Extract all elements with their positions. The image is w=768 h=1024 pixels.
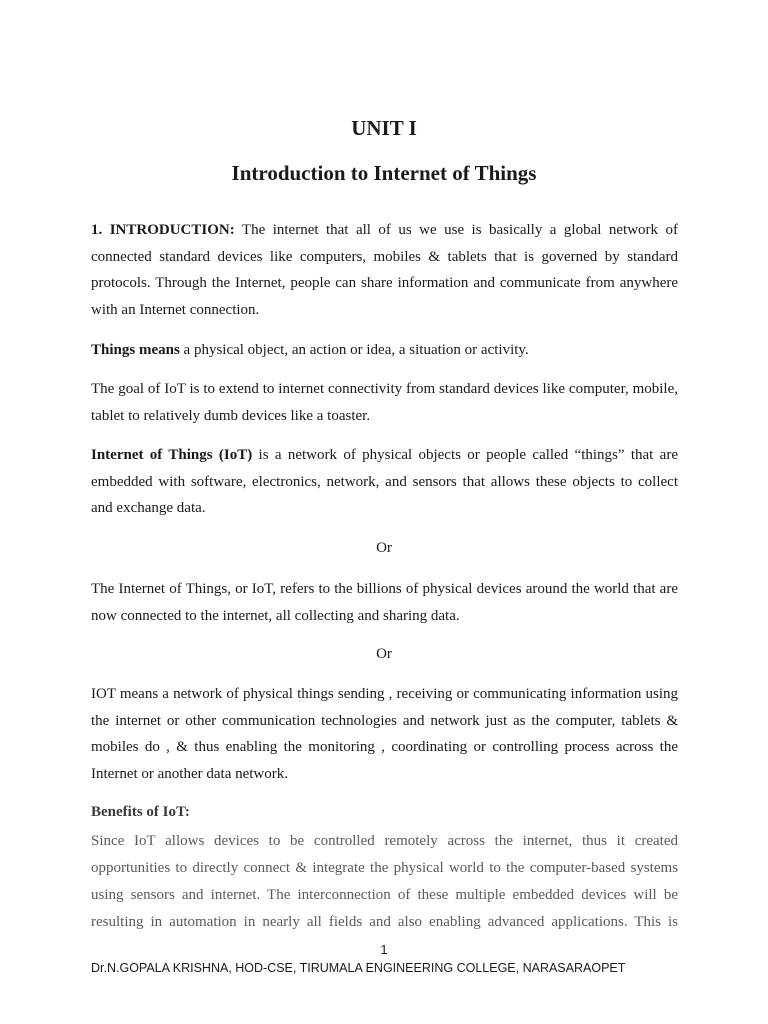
iot-definition-text: is a network of physical objects or people called “things” that are embedded with software, electronics, network, and sensors that allows these objects to collect and exchange data. [91,447,678,517]
iot-definition-label: Internet of Things (IoT) [91,447,253,463]
things-text: a physical object, an action or idea, a situation or activity. [179,342,529,358]
chapter-title: Introduction to Internet of Things [231,161,537,185]
benefits-heading: Benefits of IoT: [91,804,190,820]
or-separator-1: Or [376,540,392,556]
unit-title: UNIT I [351,116,417,140]
things-paragraph [91,337,678,364]
intro-label: 1. INTRODUCTION: [91,222,235,238]
iot-definition-3-paragraph: IOT means a network of physical things sending , receiving or communicating information using the internet or other communication technologies and network just as the computer, tablets & mobiles do , & thus enabling the monitoring , coordinating or controlling process across the Internet or another data network. [91,686,678,783]
intro-text: The internet that all of us we use is basically a global network of connected standard devices like computers, mobiles & tablets that is governed by standard protocols. Through the Internet, people can share information and communicate from anywhere with an Internet connection. [91,222,678,319]
things-label: Things means [91,342,180,358]
or-separator-2: Or [376,646,392,662]
goal-paragraph: The goal of IoT is to extend to internet connectivity from standard devices like computer, mobile, tablet to relatively dumb devices like a toaster. [91,381,678,424]
intro-paragraph [91,217,678,324]
page-footer: Dr.N.GOPALA KRISHNA, HOD-CSE, TIRUMALA ENGINEERING COLLEGE, NARASARAOPET [91,961,626,975]
iot-definition-paragraph [91,442,678,522]
iot-definition-2-paragraph: The Internet of Things, or IoT, refers to the billions of physical devices around the world that are now connected to the internet, all collecting and sharing data. [91,581,678,624]
page-number: 1 [380,942,388,957]
benefits-paragraph: Since IoT allows devices to be controlled remotely across the internet, thus it created opportunities to directly connect & integrate the physical world to the computer-based systems using sensors and internet. The interconnection of these multiple embedded devices will be resulting in automation in nearly all fields and also enabling advanced applications. This is [91,833,678,930]
